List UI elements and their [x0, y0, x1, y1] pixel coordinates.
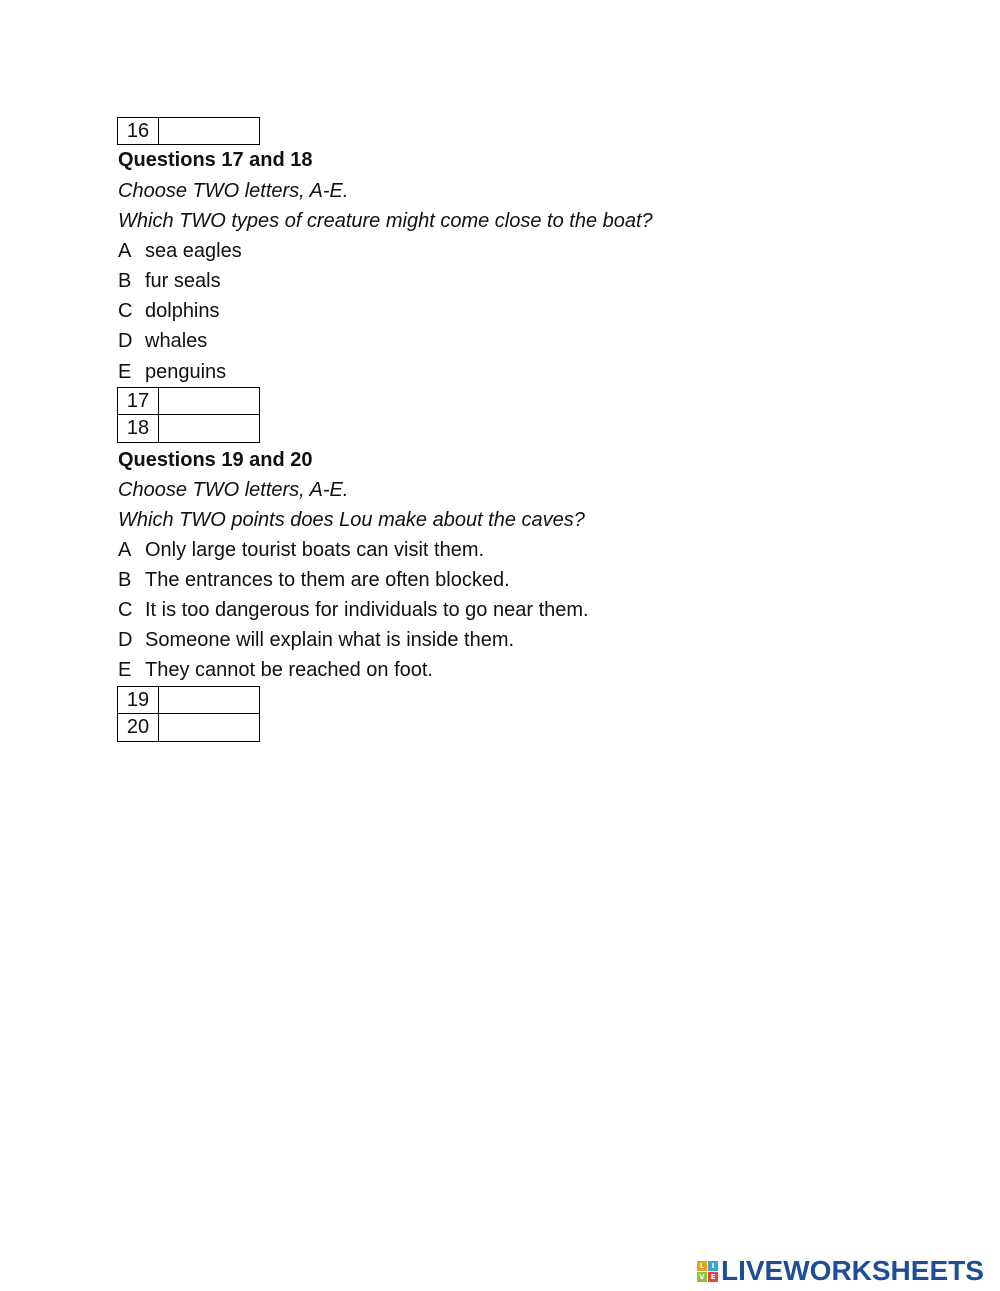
answer-box-18 — [117, 415, 260, 443]
option-text: penguins — [145, 361, 227, 383]
liveworksheets-logo — [697, 1255, 984, 1287]
option-letter: C — [118, 300, 133, 322]
option-letter: C — [118, 599, 133, 621]
option-letter: D — [118, 629, 133, 651]
option-item — [118, 299, 220, 323]
question-text: Which TWO types of creature might come close to the boat? — [118, 210, 653, 232]
section-heading: Questions 19 and 20 — [118, 449, 313, 471]
option-text: Only large tourist boats can visit them. — [145, 539, 485, 561]
option-text: sea eagles — [145, 240, 242, 262]
option-text: They cannot be reached on foot. — [145, 659, 433, 681]
option-item — [118, 568, 510, 592]
option-text: fur seals — [145, 270, 221, 292]
option-text: Someone will explain what is inside them. — [145, 629, 515, 651]
answer-input-17[interactable] — [159, 388, 259, 414]
answer-input-16[interactable] — [159, 118, 259, 144]
question-text: Which TWO points does Lou make about the caves? — [118, 509, 585, 531]
answer-number: 18 — [118, 415, 159, 442]
logo-mark-icon — [697, 1261, 718, 1282]
logo-tile: E — [708, 1272, 718, 1282]
option-letter: B — [118, 270, 132, 292]
answer-input-18[interactable] — [159, 415, 259, 442]
answer-box-20 — [117, 714, 260, 742]
logo-tile: L — [697, 1261, 707, 1271]
option-item — [118, 628, 514, 652]
answer-number: 20 — [118, 714, 159, 741]
option-letter: A — [118, 240, 132, 262]
option-item — [118, 269, 221, 293]
answer-box-17 — [117, 387, 260, 415]
logo-tile: V — [697, 1272, 707, 1282]
logo-text: LIVEWORKSHEETS — [721, 1255, 984, 1286]
option-text: dolphins — [145, 300, 220, 322]
option-item — [118, 329, 207, 353]
option-text: The entrances to them are often blocked. — [145, 569, 510, 591]
answer-number: 17 — [118, 388, 159, 414]
option-letter: D — [118, 330, 133, 352]
option-letter: E — [118, 659, 132, 681]
section-heading: Questions 17 and 18 — [118, 149, 313, 171]
option-item — [118, 360, 226, 384]
option-letter: E — [118, 361, 132, 383]
answer-box-19 — [117, 686, 260, 714]
option-item — [118, 538, 484, 562]
option-letter: A — [118, 539, 132, 561]
option-item — [118, 239, 242, 263]
logo-tile: I — [708, 1261, 718, 1271]
option-text: It is too dangerous for individuals to go near them. — [145, 599, 589, 621]
answer-input-19[interactable] — [159, 687, 259, 713]
answer-number: 16 — [118, 118, 159, 144]
option-text: whales — [145, 330, 208, 352]
answer-input-20[interactable] — [159, 714, 259, 741]
option-item — [118, 658, 433, 682]
section-instruction: Choose TWO letters, A-E. — [118, 479, 349, 501]
option-letter: B — [118, 569, 132, 591]
section-instruction: Choose TWO letters, A-E. — [118, 180, 349, 202]
option-item — [118, 598, 589, 622]
answer-number: 19 — [118, 687, 159, 713]
answer-box-16 — [117, 117, 260, 145]
